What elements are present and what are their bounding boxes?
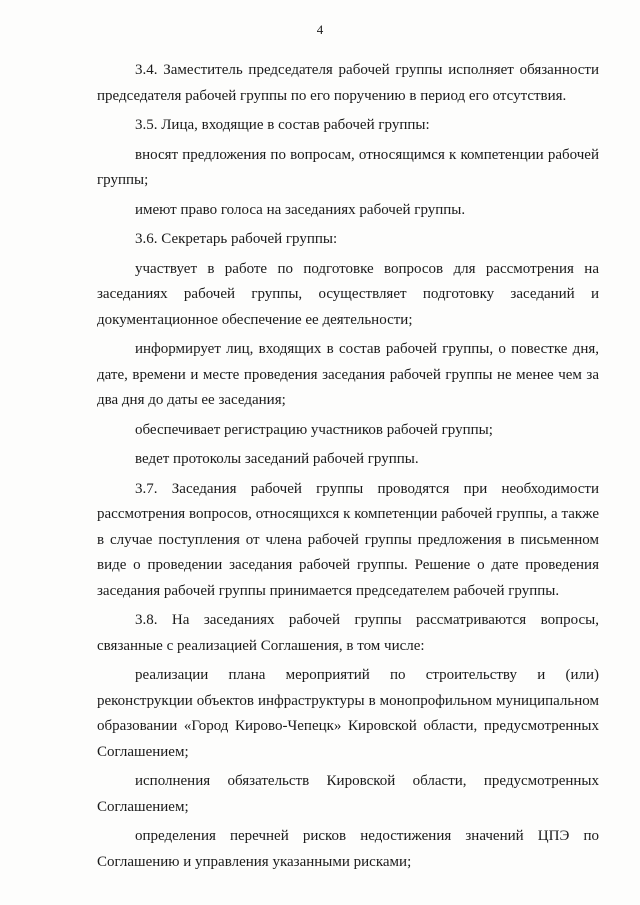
paragraph-3-8-item-2: исполнения обязательств Кировской области, предусмотренных Соглашением; bbox=[97, 773, 599, 815]
page-number: 4 bbox=[316, 22, 324, 37]
paragraph-3-6-item-4: ведет протоколы заседаний рабочей группы. bbox=[135, 451, 419, 467]
paragraph-3-6-item-1: участвует в работе по подготовке вопросов для рассмотрения на заседаниях рабочей группы, осуществляет подготовку заседаний и документационное обеспечение ее деятельности; bbox=[97, 260, 599, 328]
paragraph-3-6-item-2: информирует лиц, входящих в состав рабочей группы, о повестке дня, дате, времени и месте проведения заседания рабочей группы не менее чем за два дня до даты ее заседания; bbox=[97, 341, 599, 408]
paragraph-3-4: 3.4. Заместитель председателя рабочей группы исполняет обязанности председателя рабочей группы по его поручению в период его отсутствия. bbox=[97, 62, 599, 104]
paragraph-3-7: 3.7. Заседания рабочей группы проводятся при необходимости рассмотрения вопросов, относящихся к компетенции рабочей группы, а также в случае поступления от члена рабочей группы предложения в письменном виде о проведении заседания рабочей группы. Решение о дате проведения заседания рабочей группы принимается председателем рабочей группы. bbox=[97, 480, 599, 599]
document-body bbox=[97, 58, 599, 875]
paragraph-3-8: 3.8. На заседаниях рабочей группы рассматриваются вопросы, связанные с реализацией Соглашения, в том числе: bbox=[97, 612, 599, 654]
paragraph-3-5: 3.5. Лица, входящие в состав рабочей группы: bbox=[135, 117, 430, 133]
paragraph-3-5-item-2: имеют право голоса на заседаниях рабочей группы. bbox=[135, 201, 466, 218]
paragraph-3-5-item-1: вносят предложения по вопросам, относящимся к компетенции рабочей группы; bbox=[97, 146, 599, 188]
paragraph-3-8-item-3: определения перечней рисков недостижения значений ЦПЭ по Соглашению и управления указанными рисками; bbox=[97, 828, 599, 870]
paragraph-3-8-item-1: реализации плана мероприятий по строительству и (или) реконструкции объектов инфраструктуры в монопрофильном муниципальном образовании «Город Кирово-Чепецк» Кировской области, предусмотренных Соглашением; bbox=[97, 667, 599, 760]
paragraph-3-6: 3.6. Секретарь рабочей группы: bbox=[135, 231, 338, 247]
paragraph-3-6-item-3: обеспечивает регистрацию участников рабочей группы; bbox=[135, 421, 493, 438]
